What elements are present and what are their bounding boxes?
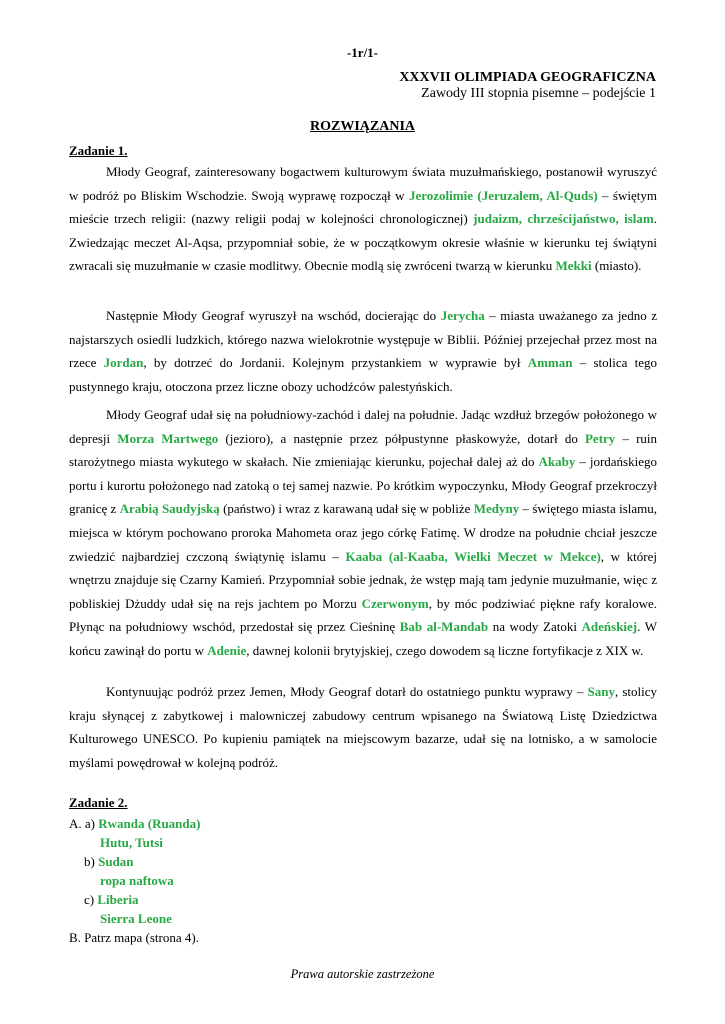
answer: Adenie bbox=[207, 642, 247, 658]
page-number: -1r/1- bbox=[346, 45, 379, 60]
task2-b-country-row: b) Sudan bbox=[84, 854, 134, 869]
answer: Mekki bbox=[555, 258, 592, 274]
task2-heading: Zadanie 2. bbox=[69, 795, 128, 810]
answer: Arabią Saudyjską bbox=[119, 501, 220, 517]
task1-heading: Zadanie 1. bbox=[69, 143, 128, 158]
task1-paragraph-2: Następnie Młody Geograf wyruszył na wschód, docierając do Jerycha – miasta uważanego za jedno z najstarszych osiedli ludzkich, którego nazwa wielokrotnie występuje w Biblii. Później przejechał przez most na rzece Jordan, by dotrzeć do Jordanii. Kolejnym przystankiem w wyprawie był Amman – stolica tego pustynnego kraju, otoczona przez liczne obozy uchodźców palestyńskich. bbox=[69, 308, 657, 394]
answer: Jordan bbox=[103, 355, 144, 371]
task2-a-answer-row bbox=[69, 833, 200, 852]
answer: Jerozolimie (Jeruzalem, Al-Quds) bbox=[408, 187, 598, 203]
task1-paragraph-4: Kontynuując podróż przez Jemen, Młody Geograf dotarł do ostatniego punktu wyprawy – Sany, stolicy kraju słynącej z zabytkowej i malowniczej zabudowy centrum wpisanego na Światową Listę Dziedzictwa Kulturowego UNESCO. Po kupieniu pamiątek na miejscowym bazarze, udał się na lotnisko, a w samolocie myślami powędrował w kolejną podróż. bbox=[69, 684, 657, 770]
answer: Medyny bbox=[473, 501, 520, 517]
document-subtitle: Zawody III stopnia pisemne – podejście 1 bbox=[421, 86, 656, 101]
answer: ropa naftowa bbox=[100, 873, 174, 888]
document-title: XXXVII OLIMPIADA GEOGRAFICZNA bbox=[399, 70, 656, 85]
task2-b-part-row: B. Patrz mapa (strona 4). bbox=[69, 930, 199, 945]
answer: Adeńskiej bbox=[581, 619, 638, 635]
answer: Morza Martwego bbox=[117, 430, 219, 446]
answer: Sany bbox=[587, 684, 616, 699]
answer: Sierra Leone bbox=[100, 911, 172, 926]
answer: Akaby bbox=[538, 454, 576, 470]
answer: Kaaba (al-Kaaba, Wielki Meczet w Mekce) bbox=[345, 548, 601, 564]
answer: Petry bbox=[584, 430, 616, 446]
task1-paragraph-1: Młody Geograf, zainteresowany bogactwem kulturowym świata muzułmańskiego, postanowił wyruszyć w podróż po Bliskim Wschodzie. Swoją wyprawę rozpoczął w Jerozolimie (Jeruzalem, Al-Quds) – świętym mieście trzech religii: (nazwy religii podaj w kolejności chronologicznej) judaizm, chrześcijaństwo, islam. Zwiedzając meczet Al-Aqsa, przypomniał sobie, że w początkowym okresie właśnie w kierunku tej świątyni zwracali się muzułmanie w czasie modlitwy. Obecnie modlą się zwróceni twarzą w kierunku Mekki (miasto). bbox=[69, 164, 658, 274]
answer: Hutu, Tutsi bbox=[100, 835, 163, 850]
answer: Amman bbox=[527, 355, 573, 371]
task1-paragraph-3: Młody Geograf udał się na południowy-zachód i dalej na południe. Jadąc wzdłuż brzegów położonego w depresji Morza Martwego (jezioro), a następnie przez półpustynne płaskowyże, dotarł do Petry – ruin starożytnego miasta wykutego w skałach. Nie zmieniając kierunku, pojechał dalej aż do Akaby – jordańskiego portu i kurortu położonego nad zatoką o tej samej nazwie. Po krótkim wypoczynku, Młody Geograf przekroczył granicę z Arabią Saudyjską (państwo) i wraz z karawaną udał się w pobliże Medyny – świętego miasta islamu, miejsca w którym pochowano proroka Mahometa oraz jego córkę Fatimę. W drodze na południe chciał jeszcze zwiedzić najbardziej czczoną świątynię islamu – Kaaba (al-Kaaba, Wielki Meczet w Mekce), w której wnętrzu znajduje się Czarny Kamień. Przypomniał sobie jednak, że wstęp mają tam jedynie muzułmanie, więc z pobliskiej Dżuddy udał się na rejs jachtem po Morzu Czerwonym, by móc podziwiać piękne rafy koralowe. Płynąc na południowy wschód, przedostał się przez Cieśninę Bab al-Mandab na wody Zatoki Adeńskiej. W końcu zawinął do portu w Adenie, dawnej kolonii brytyjskiej, czego dowodem są liczne fortyfikacje z XIX w. bbox=[69, 407, 658, 658]
task2-c-answer-row bbox=[69, 909, 200, 928]
answer: Bab al-Mandab bbox=[399, 619, 489, 635]
answer: Liberia bbox=[97, 892, 139, 907]
answer: Jerycha bbox=[440, 308, 485, 323]
task2-answers bbox=[69, 814, 200, 947]
task2-a-country-row: A. a) Rwanda (Ruanda) bbox=[69, 816, 201, 831]
task2-b-answer-row bbox=[69, 871, 200, 890]
copyright-footer: Prawa autorskie zastrzeżone bbox=[290, 967, 435, 981]
answer: Sudan bbox=[98, 854, 134, 869]
task2-c-country-row: c) Liberia bbox=[84, 892, 139, 907]
answer: Czerwonym bbox=[361, 595, 429, 611]
answer: judaizm, chrześcijaństwo, islam bbox=[473, 211, 654, 227]
answer: Rwanda (Ruanda) bbox=[98, 816, 201, 831]
solutions-heading: ROZWIĄZANIA bbox=[309, 119, 415, 134]
